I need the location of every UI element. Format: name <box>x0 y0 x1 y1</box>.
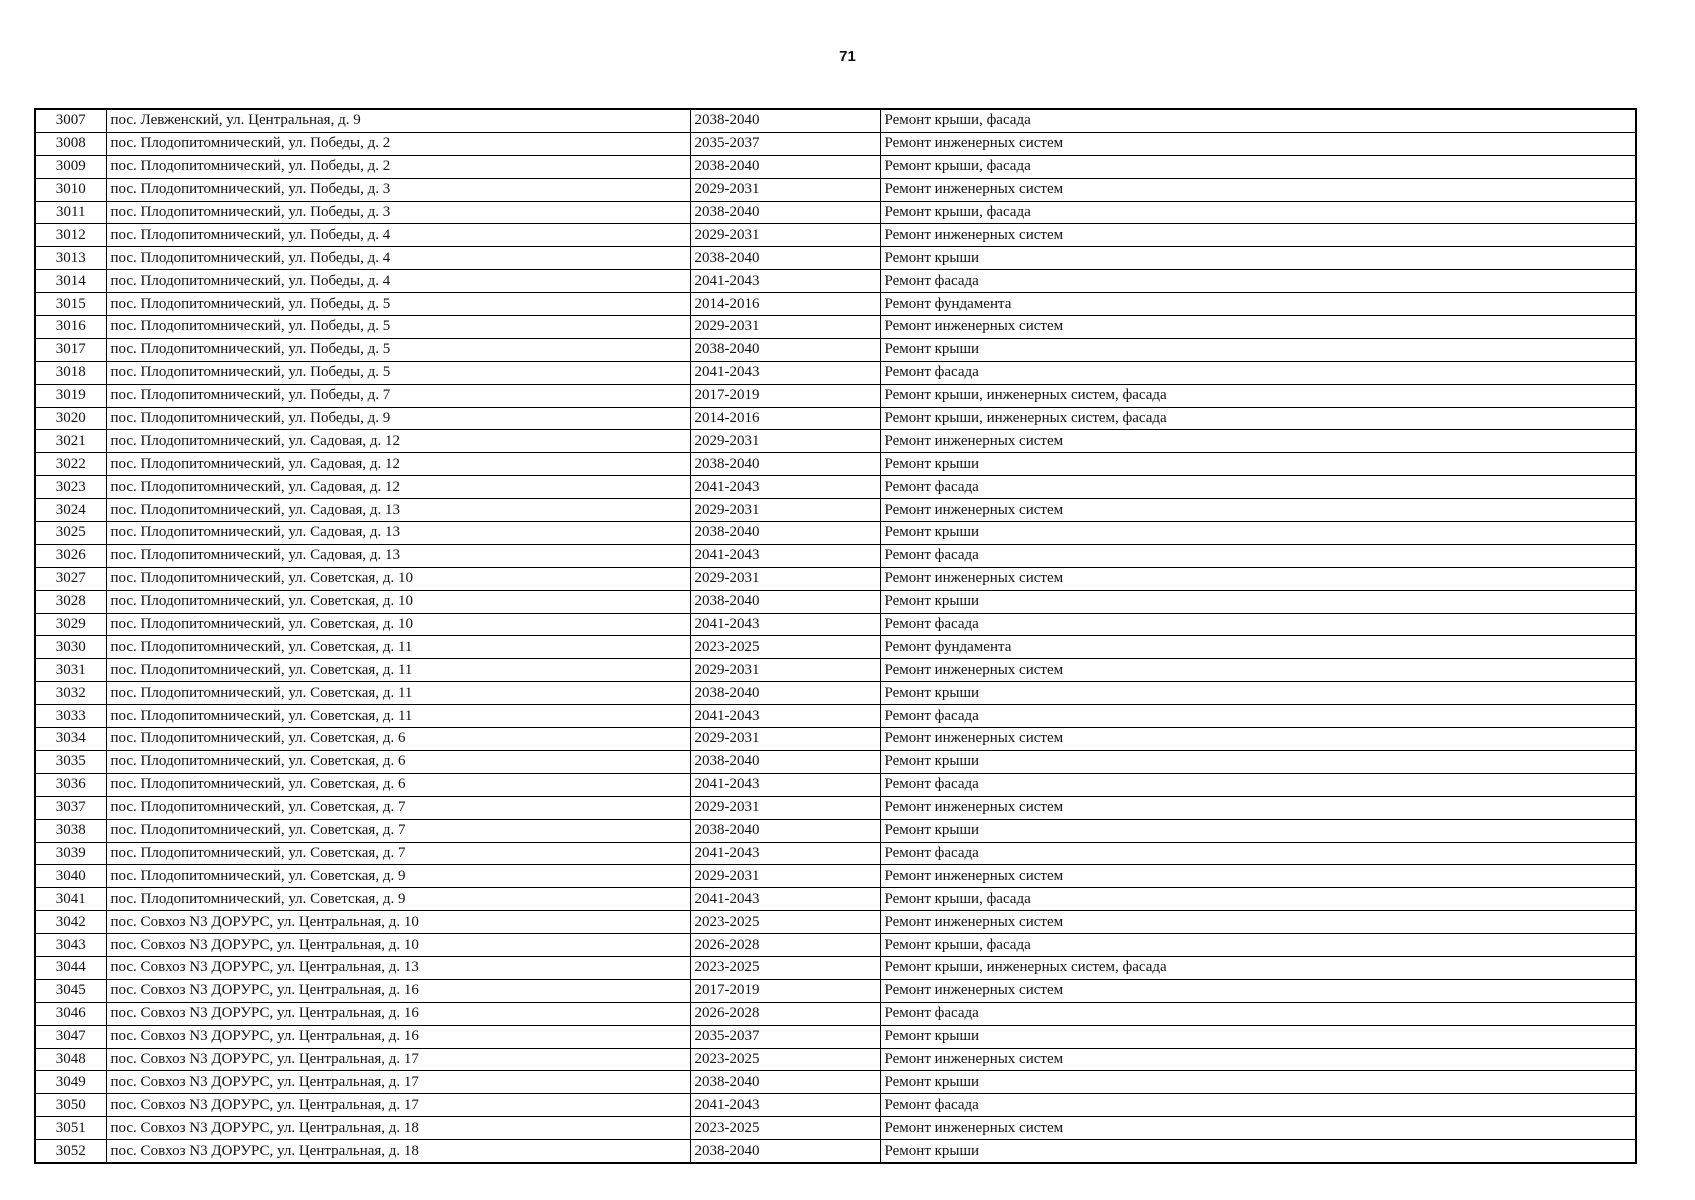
work-type-cell: Ремонт крыши <box>880 247 1636 270</box>
address-cell: пос. Плодопитомнический, ул. Победы, д. 2 <box>106 132 690 155</box>
period-cell: 2017-2019 <box>690 384 880 407</box>
work-type-cell: Ремонт крыши <box>880 819 1636 842</box>
work-type-cell: Ремонт фасада <box>880 1002 1636 1025</box>
period-cell: 2026-2028 <box>690 934 880 957</box>
row-number-cell: 3050 <box>35 1094 106 1117</box>
row-number-cell: 3028 <box>35 590 106 613</box>
repair-schedule-table <box>34 108 1637 1164</box>
work-type-cell: Ремонт инженерных систем <box>880 728 1636 751</box>
table-row <box>35 1002 1636 1025</box>
row-number-cell: 3025 <box>35 522 106 545</box>
row-number-cell: 3007 <box>35 109 106 132</box>
period-cell: 2029-2031 <box>690 430 880 453</box>
work-type-cell: Ремонт крыши <box>880 1140 1636 1163</box>
address-cell: пос. Совхоз N3 ДОРУРС, ул. Центральная, д. 17 <box>106 1094 690 1117</box>
address-cell: пос. Совхоз N3 ДОРУРС, ул. Центральная, д. 10 <box>106 911 690 934</box>
row-number-cell: 3031 <box>35 659 106 682</box>
work-type-cell: Ремонт фасада <box>880 270 1636 293</box>
table-row <box>35 979 1636 1002</box>
row-number-cell: 3037 <box>35 796 106 819</box>
address-cell: пос. Плодопитомнический, ул. Садовая, д. 12 <box>106 430 690 453</box>
period-cell: 2035-2037 <box>690 1025 880 1048</box>
row-number-cell: 3039 <box>35 842 106 865</box>
period-cell: 2038-2040 <box>690 590 880 613</box>
work-type-cell: Ремонт крыши <box>880 750 1636 773</box>
table-row <box>35 361 1636 384</box>
address-cell: пос. Плодопитомнический, ул. Победы, д. 5 <box>106 361 690 384</box>
row-number-cell: 3023 <box>35 476 106 499</box>
work-type-cell: Ремонт инженерных систем <box>880 499 1636 522</box>
table-row <box>35 430 1636 453</box>
work-type-cell: Ремонт крыши <box>880 453 1636 476</box>
row-number-cell: 3048 <box>35 1048 106 1071</box>
period-cell: 2038-2040 <box>690 109 880 132</box>
address-cell: пос. Плодопитомнический, ул. Садовая, д. 12 <box>106 453 690 476</box>
work-type-cell: Ремонт инженерных систем <box>880 1117 1636 1140</box>
work-type-cell: Ремонт инженерных систем <box>880 911 1636 934</box>
address-cell: пос. Плодопитомнический, ул. Победы, д. 7 <box>106 384 690 407</box>
address-cell: пос. Плодопитомнический, ул. Советская, д. 7 <box>106 819 690 842</box>
table-row <box>35 1117 1636 1140</box>
address-cell: пос. Плодопитомнический, ул. Советская, д. 9 <box>106 888 690 911</box>
row-number-cell: 3015 <box>35 293 106 316</box>
row-number-cell: 3020 <box>35 407 106 430</box>
table-row <box>35 842 1636 865</box>
row-number-cell: 3045 <box>35 979 106 1002</box>
period-cell: 2029-2031 <box>690 178 880 201</box>
work-type-cell: Ремонт крыши, инженерных систем, фасада <box>880 956 1636 979</box>
address-cell: пос. Плодопитомнический, ул. Садовая, д. 13 <box>106 499 690 522</box>
period-cell: 2041-2043 <box>690 1094 880 1117</box>
row-number-cell: 3035 <box>35 750 106 773</box>
period-cell: 2023-2025 <box>690 956 880 979</box>
period-cell: 2035-2037 <box>690 132 880 155</box>
row-number-cell: 3026 <box>35 544 106 567</box>
address-cell: пос. Левженский, ул. Центральная, д. 9 <box>106 109 690 132</box>
period-cell: 2029-2031 <box>690 728 880 751</box>
table-row <box>35 567 1636 590</box>
table-row <box>35 224 1636 247</box>
row-number-cell: 3049 <box>35 1071 106 1094</box>
address-cell: пос. Плодопитомнический, ул. Садовая, д. 13 <box>106 544 690 567</box>
address-cell: пос. Совхоз N3 ДОРУРС, ул. Центральная, д. 18 <box>106 1117 690 1140</box>
address-cell: пос. Совхоз N3 ДОРУРС, ул. Центральная, д. 13 <box>106 956 690 979</box>
work-type-cell: Ремонт инженерных систем <box>880 224 1636 247</box>
table-row <box>35 476 1636 499</box>
table-row <box>35 201 1636 224</box>
row-number-cell: 3036 <box>35 773 106 796</box>
table-row <box>35 773 1636 796</box>
work-type-cell: Ремонт крыши, фасада <box>880 934 1636 957</box>
work-type-cell: Ремонт фасада <box>880 842 1636 865</box>
period-cell: 2029-2031 <box>690 567 880 590</box>
work-type-cell: Ремонт крыши, фасада <box>880 201 1636 224</box>
period-cell: 2014-2016 <box>690 293 880 316</box>
work-type-cell: Ремонт инженерных систем <box>880 430 1636 453</box>
period-cell: 2023-2025 <box>690 1117 880 1140</box>
table-row <box>35 819 1636 842</box>
period-cell: 2029-2031 <box>690 865 880 888</box>
row-number-cell: 3038 <box>35 819 106 842</box>
table-row <box>35 109 1636 132</box>
table-row <box>35 453 1636 476</box>
row-number-cell: 3033 <box>35 705 106 728</box>
work-type-cell: Ремонт инженерных систем <box>880 132 1636 155</box>
address-cell: пос. Плодопитомнический, ул. Победы, д. 5 <box>106 293 690 316</box>
work-type-cell: Ремонт крыши, фасада <box>880 109 1636 132</box>
table-row <box>35 316 1636 339</box>
period-cell: 2041-2043 <box>690 888 880 911</box>
work-type-cell: Ремонт крыши <box>880 522 1636 545</box>
row-number-cell: 3014 <box>35 270 106 293</box>
work-type-cell: Ремонт фасада <box>880 361 1636 384</box>
period-cell: 2041-2043 <box>690 613 880 636</box>
table-row <box>35 590 1636 613</box>
period-cell: 2038-2040 <box>690 338 880 361</box>
address-cell: пос. Плодопитомнический, ул. Советская, д. 10 <box>106 590 690 613</box>
period-cell: 2041-2043 <box>690 842 880 865</box>
address-cell: пос. Плодопитомнический, ул. Победы, д. 3 <box>106 178 690 201</box>
row-number-cell: 3046 <box>35 1002 106 1025</box>
work-type-cell: Ремонт фасада <box>880 476 1636 499</box>
address-cell: пос. Плодопитомнический, ул. Советская, д. 6 <box>106 750 690 773</box>
period-cell: 2038-2040 <box>690 682 880 705</box>
table-row <box>35 178 1636 201</box>
address-cell: пос. Плодопитомнический, ул. Садовая, д. 12 <box>106 476 690 499</box>
row-number-cell: 3018 <box>35 361 106 384</box>
table-row <box>35 132 1636 155</box>
work-type-cell: Ремонт фасада <box>880 544 1636 567</box>
table-row <box>35 728 1636 751</box>
address-cell: пос. Плодопитомнический, ул. Советская, д. 11 <box>106 682 690 705</box>
table-row <box>35 865 1636 888</box>
table-row <box>35 1140 1636 1163</box>
address-cell: пос. Плодопитомнический, ул. Советская, д. 6 <box>106 773 690 796</box>
work-type-cell: Ремонт фасада <box>880 705 1636 728</box>
address-cell: пос. Совхоз N3 ДОРУРС, ул. Центральная, д. 10 <box>106 934 690 957</box>
work-type-cell: Ремонт фасада <box>880 1094 1636 1117</box>
row-number-cell: 3040 <box>35 865 106 888</box>
table-row <box>35 270 1636 293</box>
table-row <box>35 1048 1636 1071</box>
address-cell: пос. Плодопитомнический, ул. Победы, д. 2 <box>106 155 690 178</box>
address-cell: пос. Плодопитомнический, ул. Советская, д. 6 <box>106 728 690 751</box>
period-cell: 2017-2019 <box>690 979 880 1002</box>
address-cell: пос. Плодопитомнический, ул. Победы, д. 3 <box>106 201 690 224</box>
address-cell: пос. Совхоз N3 ДОРУРС, ул. Центральная, д. 17 <box>106 1048 690 1071</box>
row-number-cell: 3010 <box>35 178 106 201</box>
row-number-cell: 3044 <box>35 956 106 979</box>
period-cell: 2038-2040 <box>690 750 880 773</box>
row-number-cell: 3034 <box>35 728 106 751</box>
table-row <box>35 499 1636 522</box>
work-type-cell: Ремонт инженерных систем <box>880 979 1636 1002</box>
row-number-cell: 3011 <box>35 201 106 224</box>
address-cell: пос. Совхоз N3 ДОРУРС, ул. Центральная, д. 16 <box>106 1025 690 1048</box>
period-cell: 2038-2040 <box>690 453 880 476</box>
row-number-cell: 3041 <box>35 888 106 911</box>
period-cell: 2038-2040 <box>690 247 880 270</box>
period-cell: 2038-2040 <box>690 522 880 545</box>
address-cell: пос. Совхоз N3 ДОРУРС, ул. Центральная, д. 17 <box>106 1071 690 1094</box>
period-cell: 2029-2031 <box>690 499 880 522</box>
table-row <box>35 956 1636 979</box>
work-type-cell: Ремонт крыши, инженерных систем, фасада <box>880 384 1636 407</box>
address-cell: пос. Совхоз N3 ДОРУРС, ул. Центральная, д. 16 <box>106 979 690 1002</box>
period-cell: 2041-2043 <box>690 270 880 293</box>
period-cell: 2029-2031 <box>690 659 880 682</box>
period-cell: 2041-2043 <box>690 476 880 499</box>
address-cell: пос. Плодопитомнический, ул. Победы, д. 5 <box>106 338 690 361</box>
row-number-cell: 3012 <box>35 224 106 247</box>
period-cell: 2029-2031 <box>690 316 880 339</box>
address-cell: пос. Плодопитомнический, ул. Советская, д. 7 <box>106 842 690 865</box>
row-number-cell: 3051 <box>35 1117 106 1140</box>
work-type-cell: Ремонт фасада <box>880 773 1636 796</box>
table-row <box>35 522 1636 545</box>
row-number-cell: 3009 <box>35 155 106 178</box>
table-row <box>35 338 1636 361</box>
address-cell: пос. Плодопитомнический, ул. Советская, д. 9 <box>106 865 690 888</box>
work-type-cell: Ремонт крыши <box>880 1025 1636 1048</box>
row-number-cell: 3029 <box>35 613 106 636</box>
work-type-cell: Ремонт фундамента <box>880 636 1636 659</box>
period-cell: 2023-2025 <box>690 1048 880 1071</box>
row-number-cell: 3008 <box>35 132 106 155</box>
row-number-cell: 3021 <box>35 430 106 453</box>
row-number-cell: 3019 <box>35 384 106 407</box>
table-row <box>35 293 1636 316</box>
table-row <box>35 934 1636 957</box>
period-cell: 2041-2043 <box>690 705 880 728</box>
address-cell: пос. Плодопитомнический, ул. Советская, д. 10 <box>106 613 690 636</box>
address-cell: пос. Плодопитомнический, ул. Советская, д. 10 <box>106 567 690 590</box>
work-type-cell: Ремонт крыши <box>880 1071 1636 1094</box>
work-type-cell: Ремонт крыши, фасада <box>880 888 1636 911</box>
table-row <box>35 384 1636 407</box>
period-cell: 2038-2040 <box>690 201 880 224</box>
address-cell: пос. Плодопитомнический, ул. Садовая, д. 13 <box>106 522 690 545</box>
table-row <box>35 796 1636 819</box>
table-body <box>35 109 1636 1163</box>
address-cell: пос. Плодопитомнический, ул. Победы, д. 9 <box>106 407 690 430</box>
row-number-cell: 3017 <box>35 338 106 361</box>
period-cell: 2041-2043 <box>690 773 880 796</box>
table-row <box>35 544 1636 567</box>
table-row <box>35 1025 1636 1048</box>
table-row <box>35 1071 1636 1094</box>
work-type-cell: Ремонт инженерных систем <box>880 178 1636 201</box>
period-cell: 2023-2025 <box>690 636 880 659</box>
work-type-cell: Ремонт крыши, инженерных систем, фасада <box>880 407 1636 430</box>
work-type-cell: Ремонт крыши, фасада <box>880 155 1636 178</box>
period-cell: 2023-2025 <box>690 911 880 934</box>
table-row <box>35 659 1636 682</box>
table-row <box>35 636 1636 659</box>
address-cell: пос. Совхоз N3 ДОРУРС, ул. Центральная, д. 16 <box>106 1002 690 1025</box>
address-cell: пос. Плодопитомнический, ул. Победы, д. 4 <box>106 270 690 293</box>
table-row <box>35 155 1636 178</box>
table-row <box>35 247 1636 270</box>
address-cell: пос. Плодопитомнический, ул. Советская, д. 11 <box>106 705 690 728</box>
work-type-cell: Ремонт инженерных систем <box>880 865 1636 888</box>
address-cell: пос. Плодопитомнический, ул. Победы, д. 5 <box>106 316 690 339</box>
work-type-cell: Ремонт фундамента <box>880 293 1636 316</box>
table-row <box>35 911 1636 934</box>
work-type-cell: Ремонт крыши <box>880 338 1636 361</box>
row-number-cell: 3024 <box>35 499 106 522</box>
address-cell: пос. Плодопитомнический, ул. Советская, д. 11 <box>106 636 690 659</box>
address-cell: пос. Плодопитомнический, ул. Советская, д. 7 <box>106 796 690 819</box>
row-number-cell: 3043 <box>35 934 106 957</box>
address-cell: пос. Совхоз N3 ДОРУРС, ул. Центральная, д. 18 <box>106 1140 690 1163</box>
work-type-cell: Ремонт инженерных систем <box>880 796 1636 819</box>
table-row <box>35 682 1636 705</box>
row-number-cell: 3013 <box>35 247 106 270</box>
period-cell: 2038-2040 <box>690 1140 880 1163</box>
period-cell: 2014-2016 <box>690 407 880 430</box>
table-row <box>35 705 1636 728</box>
row-number-cell: 3047 <box>35 1025 106 1048</box>
period-cell: 2041-2043 <box>690 544 880 567</box>
work-type-cell: Ремонт крыши <box>880 590 1636 613</box>
address-cell: пос. Плодопитомнический, ул. Советская, д. 11 <box>106 659 690 682</box>
row-number-cell: 3032 <box>35 682 106 705</box>
row-number-cell: 3042 <box>35 911 106 934</box>
address-cell: пос. Плодопитомнический, ул. Победы, д. 4 <box>106 247 690 270</box>
row-number-cell: 3030 <box>35 636 106 659</box>
period-cell: 2038-2040 <box>690 155 880 178</box>
period-cell: 2026-2028 <box>690 1002 880 1025</box>
work-type-cell: Ремонт фасада <box>880 613 1636 636</box>
work-type-cell: Ремонт инженерных систем <box>880 316 1636 339</box>
period-cell: 2029-2031 <box>690 796 880 819</box>
row-number-cell: 3027 <box>35 567 106 590</box>
row-number-cell: 3052 <box>35 1140 106 1163</box>
table-row <box>35 888 1636 911</box>
page-number: 71 <box>839 48 856 65</box>
period-cell: 2038-2040 <box>690 819 880 842</box>
work-type-cell: Ремонт инженерных систем <box>880 1048 1636 1071</box>
table-row <box>35 407 1636 430</box>
period-cell: 2038-2040 <box>690 1071 880 1094</box>
table-row <box>35 1094 1636 1117</box>
work-type-cell: Ремонт инженерных систем <box>880 567 1636 590</box>
table-row <box>35 750 1636 773</box>
period-cell: 2041-2043 <box>690 361 880 384</box>
work-type-cell: Ремонт крыши <box>880 682 1636 705</box>
period-cell: 2029-2031 <box>690 224 880 247</box>
table-row <box>35 613 1636 636</box>
row-number-cell: 3022 <box>35 453 106 476</box>
row-number-cell: 3016 <box>35 316 106 339</box>
work-type-cell: Ремонт инженерных систем <box>880 659 1636 682</box>
address-cell: пос. Плодопитомнический, ул. Победы, д. 4 <box>106 224 690 247</box>
